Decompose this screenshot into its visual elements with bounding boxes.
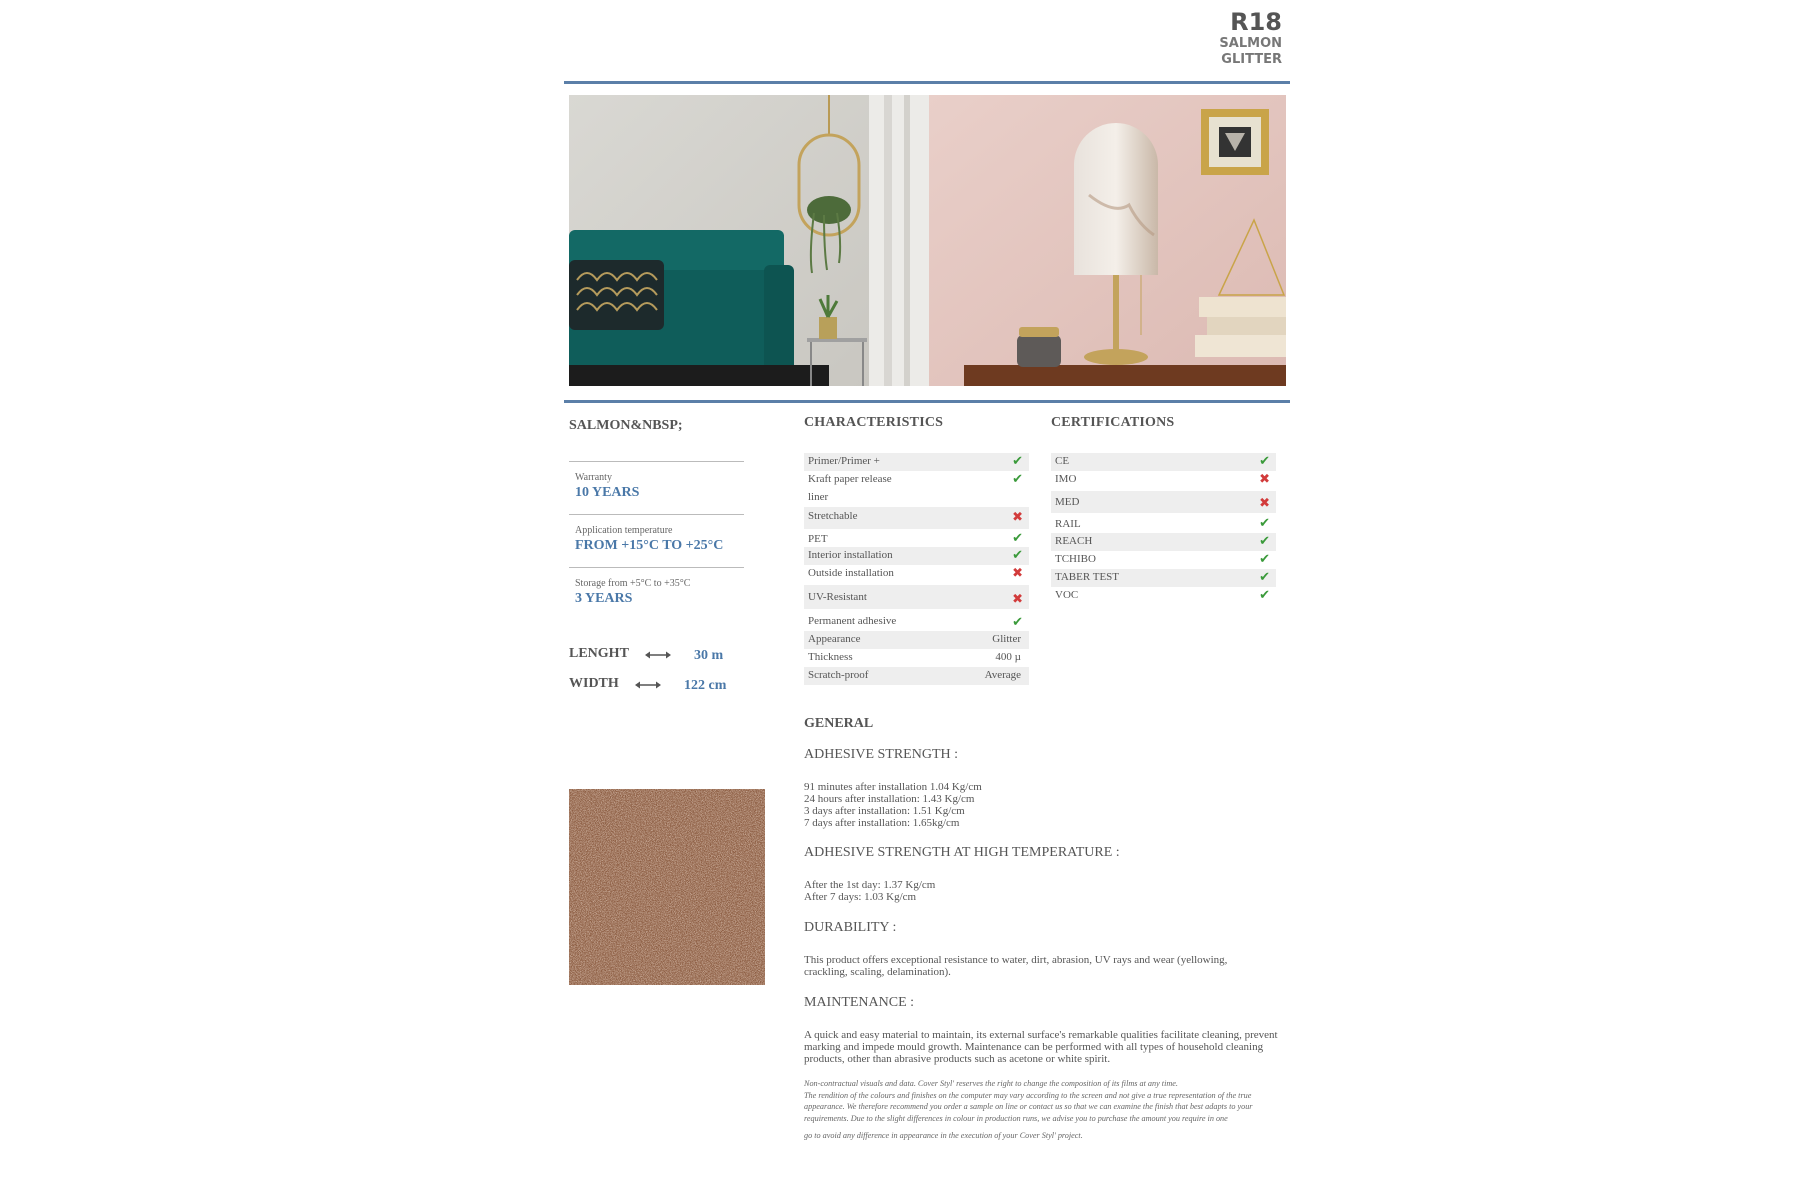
certifications-table xyxy=(1051,453,1276,605)
double-arrow-icon xyxy=(635,680,661,690)
spec-warranty-label: Warranty xyxy=(575,472,612,483)
cross-icon: ✖ xyxy=(1012,592,1023,607)
table-row: Outside installation ✖ xyxy=(808,566,1023,581)
table-row: MED ✖ xyxy=(1051,491,1276,513)
check-icon: ✔ xyxy=(1012,548,1023,563)
double-arrow-icon xyxy=(645,650,671,660)
spec-storage xyxy=(569,567,744,607)
dimension-width xyxy=(569,676,727,693)
disclaimer-line: The rendition of the colours and finishes on the computer may vary according to the screen and not give a true representation of the true appearance. We therefore recommend you order a sample on line or contact us so that we can examine the finish that best adapts to your requirements. Due to the slight differences in colour in production runs, we advise you to purchase the amount you require in one xyxy=(804,1090,1253,1123)
table-row: CE ✔ xyxy=(1051,453,1276,471)
check-icon: ✔ xyxy=(1259,588,1270,603)
adhesive-line: 7 days after installation: 1.65kg/cm xyxy=(804,817,960,829)
general-title: GENERAL xyxy=(804,716,874,731)
product-code: R18 xyxy=(1230,8,1282,36)
table-row: Scratch-proof Average xyxy=(804,667,1029,685)
section-divider xyxy=(564,400,1290,403)
table-row: VOC ✔ xyxy=(1055,588,1270,603)
spec-application-temperature-label: Application temperature xyxy=(575,525,673,536)
adhesive-line: 24 hours after installation: 1.43 Kg/cm xyxy=(804,793,975,805)
maintenance-title: MAINTENANCE : xyxy=(804,995,915,1010)
check-icon: ✔ xyxy=(1259,454,1270,469)
table-row: liner xyxy=(808,491,829,503)
adhesive-line: 3 days after installation: 1.51 Kg/cm xyxy=(804,805,965,817)
check-icon: ✔ xyxy=(1259,534,1270,549)
adhesive-strength-list xyxy=(804,781,1284,829)
table-row: Primer/Primer + ✔ xyxy=(804,453,1029,471)
cross-icon: ✖ xyxy=(1259,472,1270,487)
table-row: Stretchable ✖ xyxy=(804,507,1029,529)
glitter-texture xyxy=(569,789,765,985)
adhesive-line: 91 minutes after installation 1.04 Kg/cm xyxy=(804,781,982,793)
interior-scene-illustration xyxy=(569,95,1286,386)
disclaimer-line: go to avoid any difference in appearance in the execution of your Cover Styl' project. xyxy=(804,1131,1083,1140)
product-title: SALMON&NBSP; xyxy=(569,418,683,433)
material-swatch xyxy=(569,789,765,985)
dimension-length xyxy=(569,646,724,663)
check-icon: ✔ xyxy=(1259,516,1270,531)
characteristics-title: CHARACTERISTICS xyxy=(804,415,944,430)
table-row: Thickness 400 µ xyxy=(808,651,1021,663)
hero-image xyxy=(569,95,1286,386)
high-temp-line: After the 1st day: 1.37 Kg/cm xyxy=(804,879,936,891)
spec-application-temperature-value: FROM +15°C TO +25°C xyxy=(575,538,724,553)
product-name xyxy=(1219,36,1282,68)
disclaimer xyxy=(804,1078,1294,1142)
table-row: IMO ✖ xyxy=(1055,472,1270,487)
table-row: Kraft paper release ✔ xyxy=(808,472,1023,487)
header-divider xyxy=(564,81,1290,84)
table-row: Interior installation ✔ xyxy=(804,547,1029,565)
check-icon: ✔ xyxy=(1259,552,1270,567)
cross-icon: ✖ xyxy=(1012,510,1023,525)
spec-storage-value: 3 YEARS xyxy=(575,591,633,606)
durability-title: DURABILITY : xyxy=(804,920,897,935)
table-row: Permanent adhesive ✔ xyxy=(804,609,1029,629)
dimension-length-label: LENGHT xyxy=(569,646,629,661)
product-name-line1: SALMON xyxy=(1219,36,1282,51)
adhesive-strength-title: ADHESIVE STRENGTH : xyxy=(804,747,958,762)
durability-text: This product offers exceptional resistance to water, dirt, abrasion, UV rays and wear (yellowing, crackling, scaling, delamination). xyxy=(804,954,1228,978)
spec-warranty-value: 10 YEARS xyxy=(575,485,640,500)
cross-icon: ✖ xyxy=(1012,566,1023,581)
disclaimer-line: Non-contractual visuals and data. Cover Styl' reserves the right to change the composition of its films at any time. xyxy=(804,1079,1178,1088)
maintenance-text: A quick and easy material to maintain, its external surface's remarkable qualities facilitate cleaning, prevent marking and impede mould growth. Maintenance can be performed with all types of household cleaning products, other than abrasive products such as acetone or white spirit. xyxy=(804,1029,1278,1065)
table-row: Appearance Glitter xyxy=(804,631,1029,649)
high-temp-line: After 7 days: 1.03 Kg/cm xyxy=(804,891,917,903)
certifications-title: CERTIFICATIONS xyxy=(1051,415,1175,430)
high-temp-title: ADHESIVE STRENGTH AT HIGH TEMPERATURE : xyxy=(804,845,1120,860)
spec-application-temperature xyxy=(569,514,744,554)
table-row: TABER TEST ✔ xyxy=(1051,569,1276,587)
check-icon: ✔ xyxy=(1012,454,1023,469)
check-icon: ✔ xyxy=(1012,615,1023,630)
dimension-width-label: WIDTH xyxy=(569,676,619,691)
table-row: REACH ✔ xyxy=(1051,533,1276,551)
dimension-length-value: 30 m xyxy=(694,648,724,663)
check-icon: ✔ xyxy=(1259,570,1270,585)
table-row: UV-Resistant ✖ xyxy=(804,585,1029,609)
spec-storage-label: Storage from +5°C to +35°C xyxy=(575,578,691,589)
spec-warranty xyxy=(569,461,744,501)
characteristics-table xyxy=(804,453,1029,685)
check-icon: ✔ xyxy=(1012,531,1023,546)
table-row: RAIL ✔ xyxy=(1051,513,1276,531)
high-temp-list xyxy=(804,879,1284,903)
check-icon: ✔ xyxy=(1012,472,1023,487)
table-row: PET ✔ xyxy=(804,529,1029,547)
dimension-width-value: 122 cm xyxy=(684,678,727,693)
product-name-line2: GLITTER xyxy=(1221,52,1282,67)
table-row: TCHIBO ✔ xyxy=(1055,552,1270,567)
cross-icon: ✖ xyxy=(1259,496,1270,511)
